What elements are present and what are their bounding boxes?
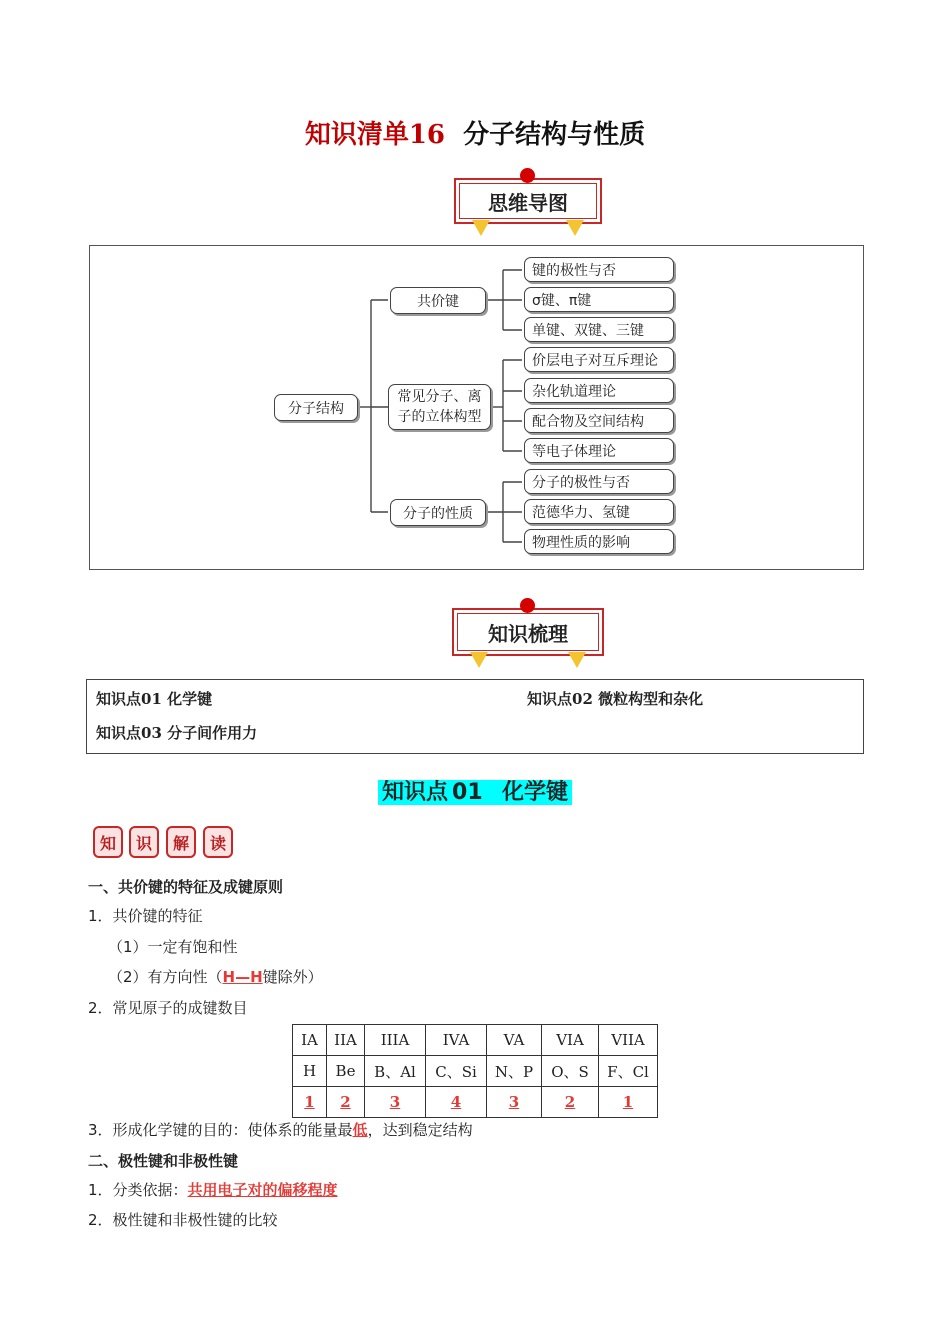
mindmap-leaf: 分子的极性与否 (524, 469, 674, 494)
text-segment: 键除外） (262, 968, 323, 986)
text-line (88, 1179, 338, 1200)
section-heading (0, 775, 950, 806)
table-cell: F、Cl (599, 1056, 658, 1087)
heading-num: 01 (452, 780, 483, 805)
kp-name: 分子间作用力 (167, 724, 258, 742)
kp-num: 02 (572, 690, 593, 708)
mindmap-leaf: 价层电子对互斥理论 (524, 347, 674, 372)
text-line (88, 1119, 473, 1140)
answer-cell: 2 (327, 1087, 365, 1118)
knowledge-badge-label: 知识梳理 (457, 613, 599, 651)
kp-name: 微粒构型和杂化 (598, 690, 704, 708)
branch-line: 常见分子、离 (397, 389, 482, 405)
heading-name: 化学键 (501, 780, 568, 805)
mindmap-leaf: 杂化轨道理论 (524, 378, 674, 403)
text-segment: 1．分类依据： (88, 1181, 188, 1199)
text-segment: （2）有方向性（ (108, 968, 223, 986)
table-cell: IVA (426, 1025, 487, 1056)
kp-prefix: 知识点 (96, 690, 142, 708)
mindmap-leaf: 物理性质的影响 (524, 529, 674, 554)
document-title (0, 114, 950, 151)
knowledge-point-link[interactable] (96, 688, 212, 709)
knowledge-point-list (86, 679, 864, 754)
mindmap-branch (388, 384, 491, 430)
answer-text: 共用电子对的偏移程度 (187, 1181, 338, 1199)
table-cell: VIA (542, 1025, 599, 1056)
title-prefix: 知识清单16 (304, 120, 446, 150)
text-segment: 3．形成化学键的目的：使体系的能量最 (88, 1121, 353, 1139)
mindmap-branch: 共价键 (390, 287, 486, 314)
answer-cell: 3 (365, 1087, 426, 1118)
interpret-icon: 识 (129, 826, 159, 858)
text-line: 2．常见原子的成键数目 (88, 999, 248, 1017)
kp-num: 01 (141, 690, 162, 708)
table-row (293, 1025, 658, 1056)
text-line: （1）一定有饱和性 (108, 938, 238, 956)
mindmap-leaf: σ键、π键 (524, 287, 674, 312)
text-line: 2．极性键和非极性键的比较 (88, 1211, 278, 1229)
mindmap-leaf: 单键、双键、三键 (524, 317, 674, 342)
table-cell: C、Si (426, 1056, 487, 1087)
table-cell: O、S (542, 1056, 599, 1087)
interpret-icon: 知 (93, 826, 123, 858)
kp-prefix: 知识点 (527, 690, 573, 708)
knowledge-badge (452, 608, 604, 656)
branch-line: 子的立体构型 (397, 409, 482, 425)
answer-cell: 1 (599, 1087, 658, 1118)
table-cell: VIIA (599, 1025, 658, 1056)
heading-prefix: 知识点 (382, 780, 449, 805)
kp-num: 03 (141, 724, 162, 742)
bond-count-table (292, 1024, 658, 1118)
ribbon-icon (470, 652, 488, 668)
ribbon-icon (568, 652, 586, 668)
heading-2: 二、极性键和非极性键 (88, 1152, 239, 1170)
answer-cell: 3 (487, 1087, 542, 1118)
answer-text: H—H (222, 968, 263, 986)
mindmap-leaf: 键的极性与否 (524, 257, 674, 282)
table-cell: IIA (327, 1025, 365, 1056)
table-cell: VA (487, 1025, 542, 1056)
table-cell: H (293, 1056, 327, 1087)
answer-cell: 1 (293, 1087, 327, 1118)
pin-icon (520, 598, 535, 613)
heading-1: 一、共价键的特征及成键原则 (88, 878, 284, 896)
answer-text: 低 (352, 1121, 368, 1139)
table-cell: B、Al (365, 1056, 426, 1087)
mind-map (89, 245, 864, 570)
mindmap-badge-label: 思维导图 (459, 183, 597, 219)
kp-name: 化学键 (167, 690, 213, 708)
kp-prefix: 知识点 (96, 724, 142, 742)
mindmap-leaf: 配合物及空间结构 (524, 408, 674, 433)
ribbon-icon (566, 220, 584, 236)
table-cell: N、P (487, 1056, 542, 1087)
text-line (108, 966, 323, 987)
title-main: 分子结构与性质 (463, 120, 646, 150)
pin-icon (520, 168, 535, 183)
table-cell: IA (293, 1025, 327, 1056)
table-row (293, 1056, 658, 1087)
table-row (293, 1087, 658, 1118)
text-line: 1．共价键的特征 (88, 907, 203, 925)
interpret-icon: 解 (166, 826, 196, 858)
answer-cell: 4 (426, 1087, 487, 1118)
table-cell: Be (327, 1056, 365, 1087)
mindmap-leaf: 等电子体理论 (524, 438, 674, 463)
interpret-icon: 读 (203, 826, 233, 858)
mindmap-badge (454, 178, 602, 224)
text-segment: ，达到稳定结构 (367, 1121, 473, 1139)
mindmap-branch: 分子的性质 (390, 499, 486, 526)
mindmap-root: 分子结构 (274, 394, 358, 421)
knowledge-point-link[interactable] (96, 722, 257, 743)
table-cell: IIIA (365, 1025, 426, 1056)
knowledge-point-link[interactable] (527, 688, 703, 709)
mindmap-leaf: 范德华力、氢键 (524, 499, 674, 524)
answer-cell: 2 (542, 1087, 599, 1118)
ribbon-icon (472, 220, 490, 236)
